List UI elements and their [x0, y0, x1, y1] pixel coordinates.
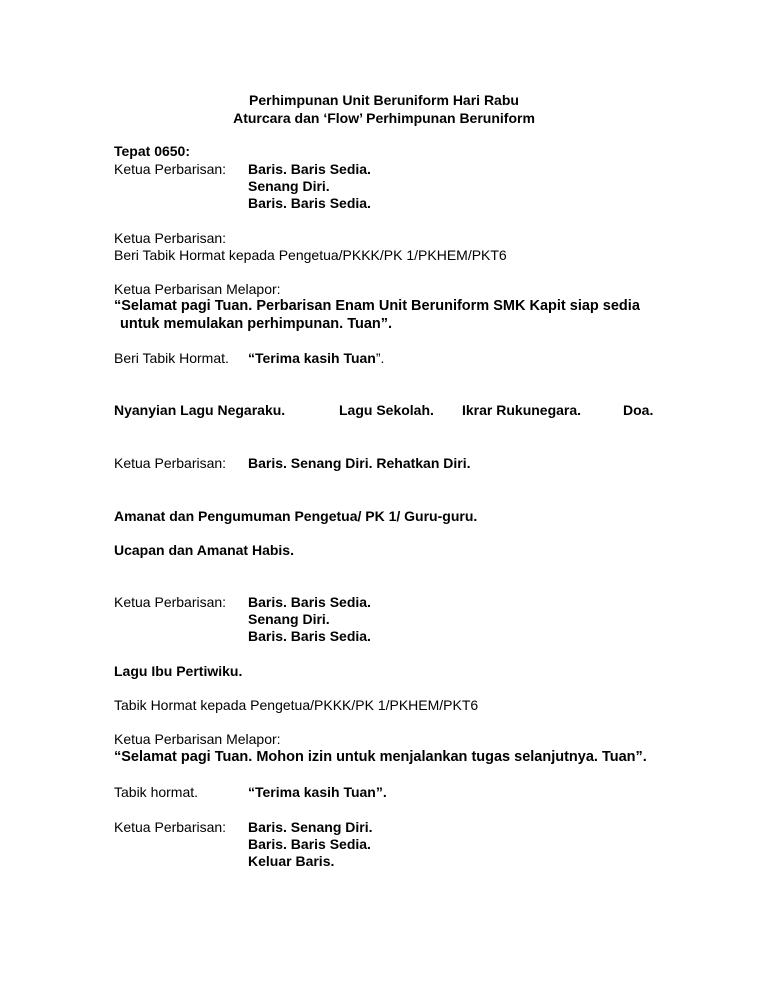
command-line: Baris. Baris Sedia.	[248, 836, 371, 852]
command-line: Senang Diri.	[248, 178, 330, 194]
command-line: Baris. Baris Sedia.	[248, 195, 371, 211]
song-item: Doa.	[623, 402, 654, 418]
document-title: Perhimpunan Unit Beruniform Hari Rabu	[249, 92, 519, 108]
speaker-label: Ketua Perbarisan:	[114, 819, 227, 835]
command-line: Baris. Baris Sedia.	[248, 594, 371, 610]
speaker-label: Ketua Perbarisan:	[114, 230, 227, 246]
salute-label: Tabik hormat.	[114, 784, 199, 800]
lagu-ibu-heading: Lagu Ibu Pertiwiku.	[114, 663, 243, 679]
command-line: Baris. Baris Sedia.	[248, 628, 371, 644]
command-line: Senang Diri.	[248, 611, 330, 627]
speaker-label: Ketua Perbarisan Melapor:	[114, 281, 281, 297]
salute-label: Beri Tabik Hormat.	[114, 350, 229, 366]
song-item: Nyanyian Lagu Negaraku.	[114, 402, 286, 418]
document-subtitle: Aturcara dan ‘Flow’ Perhimpunan Beruniform	[233, 110, 535, 126]
instruction-text: Tabik Hormat kepada Pengetua/PKKK/PK 1/PKHEM/PKT6	[114, 697, 479, 713]
salute-reply-bold: “Terima kasih Tuan	[248, 350, 376, 366]
amanat-heading: Amanat dan Pengumuman Pengetua/ PK 1/ Guru-guru.	[114, 508, 478, 524]
command-line: Baris. Senang Diri.	[248, 819, 373, 835]
command-line: Baris. Baris Sedia.	[248, 161, 371, 177]
command-line: Keluar Baris.	[248, 853, 335, 869]
time-heading: Tepat 0650:	[114, 143, 190, 159]
salute-reply-end: ”.	[375, 350, 385, 366]
instruction-text: Beri Tabik Hormat kepada Pengetua/PKKK/PK 1/PKHEM/PKT6	[114, 247, 507, 263]
salute-reply: “Terima kasih Tuan”.	[248, 784, 387, 800]
report-line: untuk memulakan perhimpunan. Tuan”.	[120, 316, 393, 332]
speaker-label: Ketua Perbarisan:	[114, 594, 227, 610]
speaker-label: Ketua Perbarisan:	[114, 455, 227, 471]
report-line: “Selamat pagi Tuan. Mohon izin untuk menjalankan tugas selanjutnya. Tuan”.	[114, 749, 647, 765]
song-item: Lagu Sekolah.	[339, 402, 434, 418]
ucapan-heading: Ucapan dan Amanat Habis.	[114, 542, 294, 558]
song-item: Ikrar Rukunegara.	[462, 402, 582, 418]
speaker-label: Ketua Perbarisan:	[114, 161, 227, 177]
command-line: Baris. Senang Diri. Rehatkan Diri.	[248, 455, 471, 471]
salute-reply	[248, 349, 384, 367]
speaker-label: Ketua Perbarisan Melapor:	[114, 731, 281, 747]
report-line: “Selamat pagi Tuan. Perbarisan Enam Unit Beruniform SMK Kapit siap sedia	[114, 298, 640, 314]
